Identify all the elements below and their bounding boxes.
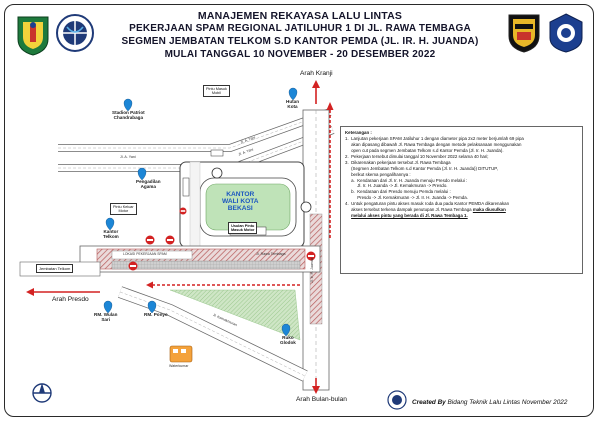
stadion-label: Stadion Patriot Chandrabaga [112,110,145,120]
jl-a-yani-label-3: Jl. A. Yani [237,147,254,157]
usulan-pintu-label: Usulan Pintu Masuk Motor [228,222,257,234]
credit-line [412,399,567,406]
jl-a-yani-label-2: Jl. A. Yani [239,135,256,145]
note-line-text: akses tersebut terkena dampak penutupan Jl. Rawa Tembaga [345,207,472,213]
jl-a-yani-label-1: Jl. A. Yani [120,155,136,159]
note-line: 4. Untuk pengaturan pintu akses masuk roda dua pada Kantor PEMDA dikarenakan [345,201,510,207]
note-line: b. Kendaraan dari Presdo menuju Pemda melalui : [345,189,451,195]
header-subtitle-1: PEKERJAAN SPAM REGIONAL JATILUHUR 1 DI JL. RAWA TEMBAGA [129,23,471,34]
credit-prefix: Created By [412,399,446,406]
jembatan-telkom-label: Jembatan Telkom [36,264,73,273]
keterangan-box [340,126,583,274]
arah-bulan-bulan-label: Arah Bulan-bulan [296,396,347,403]
dishub-mark-icon [388,391,406,409]
note-line: 2. Pekerjaan tersebut dimulai tanggal 10 November 2022 selama 40 hari; [345,153,489,159]
hutan-kota-label: Hutan Kota [286,99,300,109]
header-subtitle-2: SEGMEN JEMBATAN TELKOM S.D KANTOR PEMDA (JL. IR. H. JUANDA) [121,36,479,47]
note-emphasis-a: maka diusulkan [472,207,506,213]
note-emphasis-b: melalui akses pintu yang berada di Jl. Rawa Tembaga 1. [351,213,468,219]
note-line: a. Kendaraan dari Jl. Ir. H. Juanda menuju Presdo melalui : [345,177,468,183]
note-line: 3. Dikarenakan pekerjaan tersebut Jl. Rawa Tembaga [345,159,451,165]
waterkumar-label: Waterkumar [169,364,189,368]
note-line: (Segmen Jembatan Telkom s.d Kantor Pemda (Jl. Ir. H. Juanda)) DITUTUP, [345,165,498,171]
header-title: MANAJEMEN REKAYASA LALU LINTAS [197,10,403,22]
ruko-glodok-label: Ruko Glodok [280,335,296,345]
rm-wulan-sari-label: RM. Wulan Sari [94,312,118,322]
pintu-keluar-motor-label: Pintu Keluar Motor [110,203,137,215]
note-line [345,213,578,219]
note-line: akan dipasang dibawah Jl. Rawa Tembaga dengan metode pelaksanaan menggunakan [345,141,522,147]
lokasi-pekerjaan-label: LOKASI PEKERJAAN SPAM [123,252,167,256]
note-line: berikut skema pengalihannya : [345,171,411,177]
arah-kranji-label: Arah Kranji [300,70,333,77]
kantor-wali-kota-label: KANTOR WALI KOTA BEKASI [222,191,259,212]
note-line: open cut pada segmen Jembatan Telkom s.d Kantor Pemda (Jl. Ir. H. Juanda). [345,147,504,153]
jl-kemakmuran-label: Jl. Kemakmuran [212,312,238,328]
waterkumar-icon [170,346,192,362]
note-line: 1. Lanjutan pekerjaan SPAM Jatiluhur 1 dengan diameter pipa 2x2 meter berjumlah 69 pipa [345,135,524,141]
note-line: Presdo -> Jl. Kemakmuran -> Jl. Ir. H. Juanda -> Pemda. [345,195,468,201]
pengadilan-agama-label: Pengadilan Agama [136,179,161,189]
pintu-masuk-mobil-label: Pintu Masuk Mobil [203,85,230,97]
arah-presdo-label: Arah Presdo [52,296,89,303]
header-date: MULAI TANGGAL 10 NOVEMBER - 20 DESEMBER 2022 [164,49,436,60]
rm-ponyo-label: RM. Ponyo [144,312,168,317]
keterangan-title: Keterangan : [345,130,372,135]
kantor-telkom-label: Kantor Telkom [103,229,119,239]
jl-a-yani-road [58,112,333,168]
compass-icon [33,383,51,402]
jl-juanda-label: Jl. Ir. H. Juanda [310,258,314,283]
credit-text: Bidang Teknik Lalu Lintas November 2022 [447,399,568,406]
jl-rawa-tembaga-label: Jl. Rawa Tembaga [256,252,286,256]
note-line: Jl. Ir. H. Juanda -> Jl. Kemakmuran -> Presdo. [345,183,448,189]
